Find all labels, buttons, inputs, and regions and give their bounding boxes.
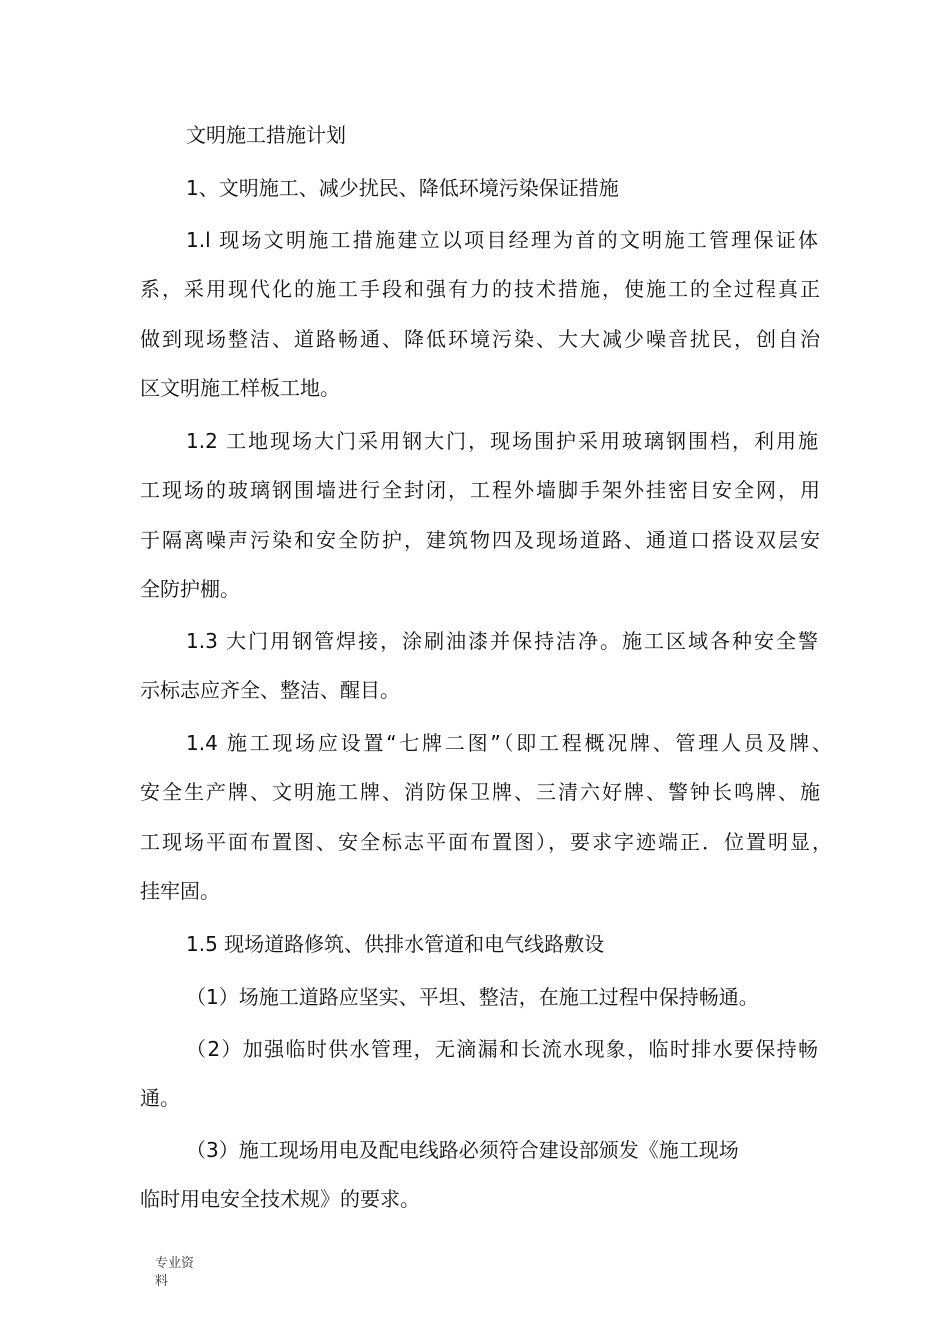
footer-label-line-2: 料 bbox=[155, 1274, 169, 1289]
paragraph-1-3-line-2: 示标志应齐全、整洁、醒目。 bbox=[140, 678, 400, 702]
paragraph-1-1-line-1: 1.l 现场文明施工措施建立以项目经理为首的文明施工管理保证体 bbox=[186, 228, 818, 252]
paragraph-1-2-line-1: 1.2 工地现场大门采用钢大门，现场围护采用玻璃钢围档，利用施 bbox=[186, 429, 818, 453]
footer-label-line-1: 专业资 bbox=[155, 1256, 195, 1271]
paragraph-1-4-line-4: 挂牢固。 bbox=[140, 879, 220, 903]
paragraph-1-3-line-1: 1.3 大门用钢管焊接，涂刷油漆并保持洁净。施工区域各种安全警 bbox=[186, 629, 818, 653]
item-3-line-2: 临时用电安全技术规》的要求。 bbox=[140, 1187, 420, 1211]
section-heading: 1、文明施工、减少扰民、降低环境污染保证措施 bbox=[186, 176, 619, 200]
paragraph-1-4-line-1: 1.4 施工现场应设置“七牌二图”（即工程概况牌、管理人员及牌、 bbox=[186, 731, 832, 755]
paragraph-1-4-line-2: 安全生产牌、文明施工牌、消防保卫牌、三清六好牌、警钟长鸣牌、施 bbox=[140, 780, 820, 804]
item-3-line-1: （3）施工现场用电及配电线路必须符合建设部颁发《施工现场 bbox=[186, 1138, 739, 1162]
document-title: 文明施工措施计划 bbox=[186, 123, 346, 147]
paragraph-1-2-line-2: 工现场的玻璃钢围墙进行全封闭，工程外墙脚手架外挂密目安全网，用 bbox=[140, 478, 820, 502]
paragraph-1-1-line-3: 做到现场整洁、道路畅通、降低环境污染、大大减少噪音扰民，创自治 bbox=[140, 327, 820, 351]
paragraph-1-5-line-1: 1.5 现场道路修筑、供排水管道和电气线路敷设 bbox=[186, 932, 605, 956]
item-2-line-2: 通。 bbox=[140, 1086, 180, 1110]
item-1-line-1: （1）场施工道路应坚实、平坦、整洁，在施工过程中保持畅通。 bbox=[186, 985, 759, 1009]
item-2-line-1: （2）加强临时供水管理，无滴漏和长流水现象，临时排水要保持畅 bbox=[186, 1037, 818, 1061]
paragraph-1-1-line-4: 区文明施工样板工地。 bbox=[140, 376, 340, 400]
paragraph-1-4-line-3: 工现场平面布置图、安全标志平面布置图），要求字迹端正．位置明显， bbox=[140, 830, 832, 854]
paragraph-1-2-line-3: 于隔离噪声污染和安全防护，建筑物四及现场道路、通道口搭设双层安 bbox=[140, 528, 820, 552]
paragraph-1-1-line-2: 系，采用现代化的施工手段和强有力的技术措施，使施工的全过程真正 bbox=[140, 277, 820, 301]
paragraph-1-2-line-4: 全防护棚。 bbox=[140, 577, 240, 601]
